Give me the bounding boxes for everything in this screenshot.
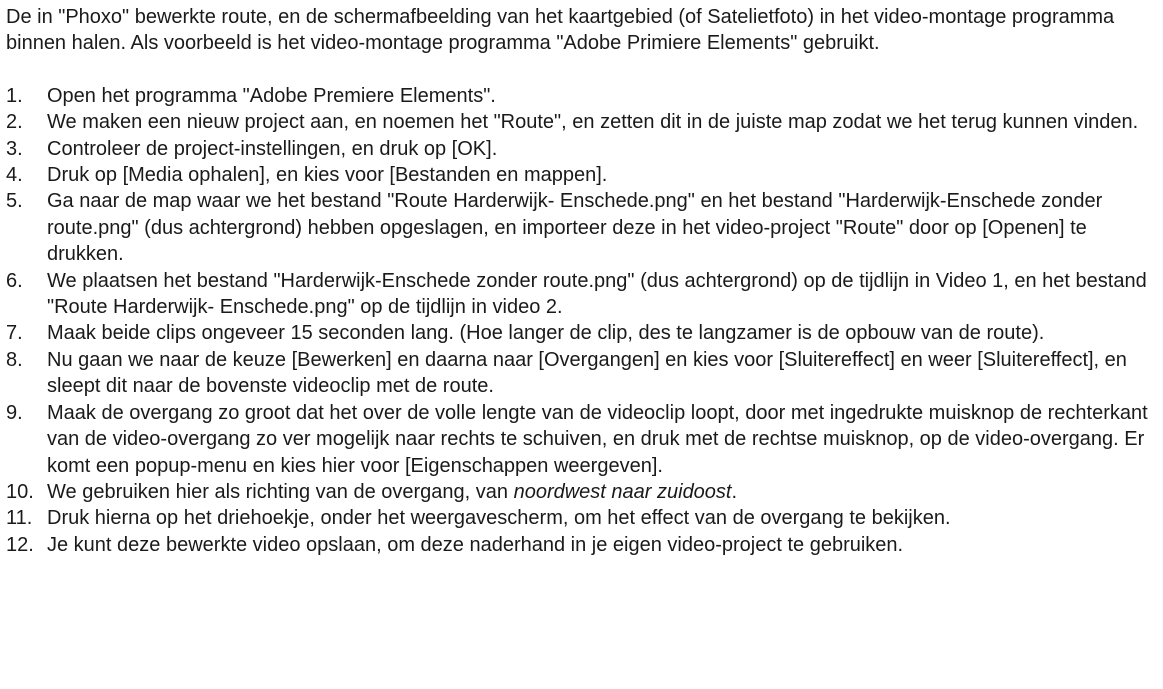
step-number: 10. bbox=[6, 480, 34, 503]
step-number: 5. bbox=[6, 190, 23, 213]
step-number: 7. bbox=[6, 322, 23, 345]
list-item bbox=[6, 109, 1157, 135]
step-text: We plaatsen het bestand "Harderwijk-Enschede zonder route.png" (dus achtergrond) op de tijdlijn in Video 1, en het bestand "Route Harderwijk- Enschede.png" op de tijdlijn in video 2. bbox=[47, 269, 1147, 319]
list-item bbox=[6, 136, 1157, 162]
step-number: 9. bbox=[6, 401, 23, 424]
step-number: 6. bbox=[6, 269, 23, 292]
list-item bbox=[6, 532, 1157, 558]
step-text bbox=[47, 479, 1157, 505]
steps-list bbox=[6, 83, 1157, 558]
step-text: We maken een nieuw project aan, en noemen het "Route", en zetten dit in de juiste map zodat we het terug kunnen vinden. bbox=[47, 111, 1139, 134]
step-number: 2. bbox=[6, 111, 23, 134]
step-text: Druk op [Media ophalen], en kies voor [Bestanden en mappen]. bbox=[47, 164, 608, 187]
step-text-after: . bbox=[731, 480, 738, 503]
step-text: Druk hierna op het driehoekje, onder het weergavescherm, om het effect van de overgang te bekijken. bbox=[47, 507, 951, 530]
list-item bbox=[6, 162, 1157, 188]
step-number: 8. bbox=[6, 348, 23, 371]
list-item bbox=[6, 83, 1157, 109]
intro-paragraph: De in "Phoxo" bewerkte route, en de schermafbeelding van het kaartgebied (of Satelietfoto) in het video-montage programma binnen halen. Als voorbeeld is het video-montage programma "Adobe Primiere Elements" gebruikt. bbox=[6, 6, 1115, 55]
step-text: Ga naar de map waar we het bestand "Route Harderwijk- Enschede.png" en het bestand "Harderwijk-Enschede zonder route.png" (dus achtergrond) hebben opgeslagen, en importeer deze in het video-project "Route" door op [Openen] te drukken. bbox=[47, 190, 1103, 266]
step-number: 3. bbox=[6, 137, 23, 160]
step-number: 11. bbox=[6, 507, 33, 530]
step-text: Controleer de project-instellingen, en druk op [OK]. bbox=[47, 137, 498, 160]
list-item bbox=[6, 505, 1157, 531]
step-text: Open het programma "Adobe Premiere Elements". bbox=[47, 84, 496, 107]
step-number: 1. bbox=[6, 84, 23, 107]
step-number: 12. bbox=[6, 533, 34, 556]
step-text-before: We gebruiken hier als richting van de overgang, van bbox=[47, 480, 514, 503]
step-text-italic: noordwest naar zuidoost bbox=[513, 480, 732, 503]
step-text: Nu gaan we naar de keuze [Bewerken] en daarna naar [Overgangen] en kies voor [Sluitereffect] en weer [Sluitereffect], en sleept dit naar de bovenste videoclip met de route. bbox=[47, 348, 1127, 398]
list-item bbox=[6, 268, 1157, 321]
list-item bbox=[6, 320, 1157, 346]
list-item bbox=[6, 188, 1157, 267]
list-item bbox=[6, 400, 1157, 479]
step-text: Maak de overgang zo groot dat het over de volle lengte van de videoclip loopt, door met ingedrukte muisknop de rechterkant van de video-overgang zo ver mogelijk naar rechts te schuiven, en druk met de rechtse muisknop, op de video-overgang. Er komt een popup-menu en kies hier voor [Eigenschappen weergeven]. bbox=[47, 401, 1148, 477]
list-item bbox=[6, 347, 1157, 400]
list-item bbox=[6, 479, 1157, 505]
step-number: 4. bbox=[6, 164, 23, 187]
step-text: Je kunt deze bewerkte video opslaan, om deze naderhand in je eigen video-project te gebruiken. bbox=[47, 533, 904, 556]
step-text: Maak beide clips ongeveer 15 seconden lang. (Hoe langer de clip, des te langzamer is de opbouw van de route). bbox=[47, 322, 1045, 345]
